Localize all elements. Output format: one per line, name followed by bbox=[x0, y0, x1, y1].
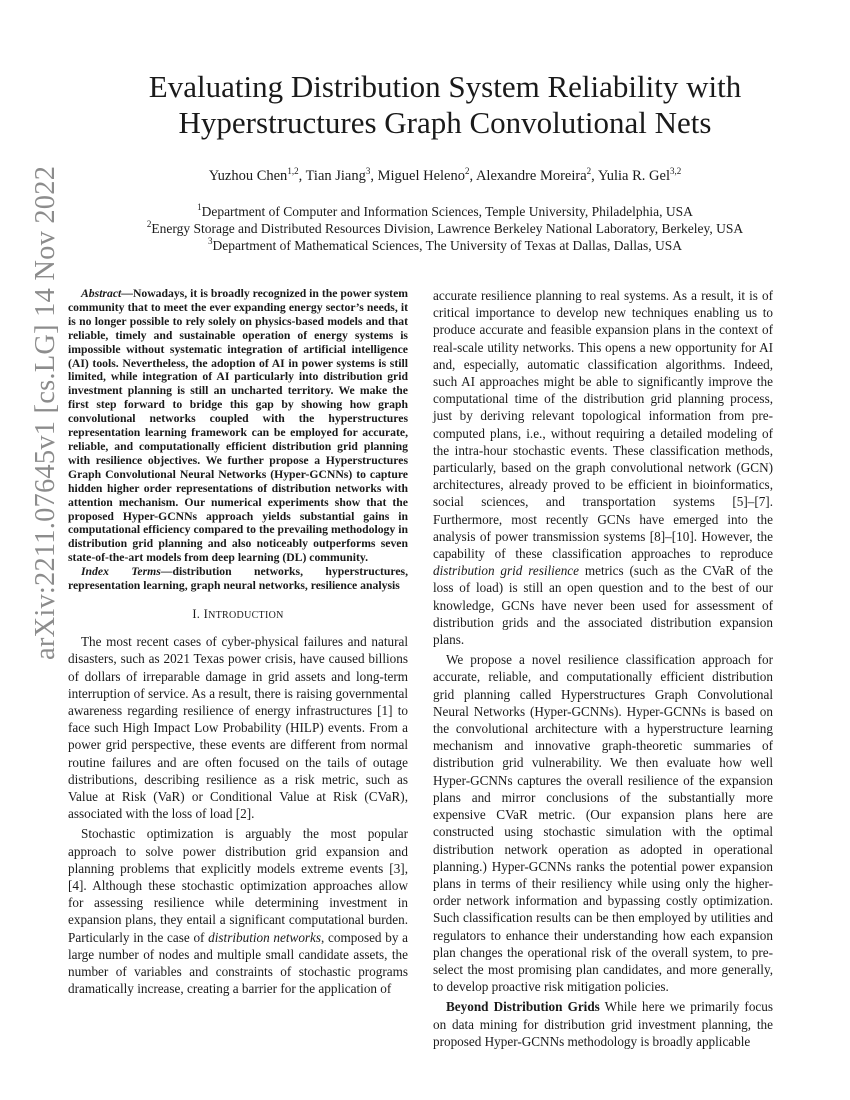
author-affil-mark: 3 bbox=[365, 166, 371, 176]
author-name: Alexandre Moreira bbox=[475, 168, 587, 184]
author-separator: , bbox=[298, 168, 306, 184]
right-paragraph-3 bbox=[433, 998, 773, 1050]
title-line-2: Hyperstructures Graph Convolutional Nets bbox=[178, 105, 712, 140]
author-affil-mark: 2 bbox=[586, 166, 592, 176]
affiliation-line bbox=[75, 237, 815, 254]
index-terms-text: —distribution networks, hyperstructures, representation learning, graph neural networks, resilience analysis bbox=[68, 565, 408, 593]
affiliation-text: Department of Computer and Information Sciences, Temple University, Philadelphia, USA bbox=[201, 204, 693, 219]
author-affil-mark: 1,2 bbox=[287, 166, 299, 176]
right-column bbox=[433, 287, 773, 1050]
title-line-1: Evaluating Distribution System Reliability with bbox=[148, 69, 742, 104]
intro-paragraph-1: The most recent cases of cyber-physical failures and natural disasters, such as 2021 Texas power crisis, have caused billions of dollars of irreparable damage in grid assets and long-term interruption of service. As a result, there is raising governmental awareness regarding resilience of energy infrastructures [1] to face such High Impact Low Probability (HILP) events. From a power grid perspective, these events are different from normal routine failures and are often focused on the tails of outage distributions, describing resilience as a risk metric, such as Value at Risk (VaR) or Conditional Value at Risk (CVaR), associated with the loss of load [2]. bbox=[68, 634, 408, 822]
index-terms bbox=[68, 565, 408, 593]
intro-paragraph-2-text-b: , composed by a large number of nodes and multiple small candidate assets, the number of variables and constraints of stochastic programs dramatically increase, creating a barrier for the application of bbox=[68, 929, 409, 997]
author-separator: , bbox=[591, 168, 598, 184]
index-terms-label: Index Terms bbox=[81, 565, 161, 579]
abstract-text: —Nowadays, it is broadly recognized in the power system community that to meet the ever expanding energy sector’s needs, it is no longer possible to rely solely on physics-based models and that reliable, timely and sustainable operation of energy systems is impossible without systematic integration of artificial intelligence (AI) tools. Nevertheless, the adoption of AI in power systems is still limited, while integration of AI particularly into distribution grid investment planning is still an uncharted territory. We make the first step forward to bridge this gap by showing how graph convolutional networks coupled with the hyperstructures representation learning framework can be employed for accurate, reliable, and computationally efficient distribution grid planning with resilience objectives. We further propose a Hyperstructures Graph Convolutional Neural Networks (Hyper-GCNNs) to capture hidden higher order representations of distribution networks with attention mechanism. Our numerical experiments show that the proposed Hyper-GCNNs approach yields substantial gains in computational efficiency compared to the prevailing methodology in distribution grid planning and also noticeably outperforms seven state-of-the-art models from deep learning (DL) community. bbox=[68, 287, 408, 565]
paper-title bbox=[75, 69, 815, 141]
author-name: Yuzhou Chen bbox=[208, 168, 288, 184]
author-affil-mark: 3,2 bbox=[669, 166, 682, 176]
affiliation-text: Energy Storage and Distributed Resources Division, Lawrence Berkeley National Laboratory, Berkeley, USA bbox=[151, 221, 744, 236]
affiliation-line bbox=[75, 203, 815, 220]
author-name: Tian Jiang bbox=[305, 168, 366, 184]
author-separator: , bbox=[370, 168, 378, 184]
section-heading-introduction bbox=[68, 606, 408, 624]
affiliation-mark: 3 bbox=[208, 236, 213, 246]
right-paragraph-3-text: While here we primarily focus on data mining for distribution grid investment planning, the proposed Hyper-GCNNs methodology is broadly applicable bbox=[433, 999, 773, 1049]
right-paragraph-2: We propose a novel resilience classification approach for accurate, reliable, and computationally efficient distribution grid planning called Hyperstructures Graph Convolutional Neural Networks (Hyper-GCNNs). Hyper-GCNNs is based on the convolutional architecture with a hyperstructure learning mechanism and innovative graph-theoretic summaries of distribution grid vulnerability. We then evaluate how well Hyper-GCNNs captures the overall resilience of the expansion plans and mirror conclusions of the substantially more expensive CVaR metric. (Our expansion plans here are constructed using stochastic simulation with the optimal distribution network operation as adopted in operational planning.) Hyper-GCNNs ranks the potential power expansion plans in terms of their resiliency while using only the higher-order network information and bypassing costly optimization. Such classification results can be then employed by utilities and regulators to enhance their understanding how each expansion plan changes the operational risk of the overall system, to pre-select the most promising plan candidates, and more generally, to develop proactive risk mitigation policies. bbox=[433, 652, 773, 995]
affiliations bbox=[75, 203, 815, 254]
affiliation-line bbox=[75, 220, 815, 237]
intro-paragraph-2-text-a: Stochastic optimization is arguably the most popular approach to solve power distribution grid expansion and planning problems that explicitly models extreme events [3], [4]. Although these stochastic optimization approaches allow for assessing resilience while determining investment in expansion plans, they entail a significant computational burden. Particularly in the case of bbox=[68, 826, 408, 945]
right-paragraph-1-emphasis: distribution grid resilience bbox=[433, 563, 579, 579]
author-name: Miguel Heleno bbox=[377, 168, 465, 184]
author-separator: , bbox=[469, 168, 476, 184]
section-title-rest: NTRODUCTION bbox=[208, 609, 284, 621]
left-column bbox=[68, 287, 408, 997]
section-numeral: I. bbox=[192, 606, 201, 621]
author-list bbox=[75, 166, 815, 186]
affiliation-mark: 2 bbox=[146, 219, 152, 229]
section-title-initial: I bbox=[203, 606, 209, 621]
intro-paragraph-2-emphasis: distribution networks bbox=[208, 929, 322, 945]
author-affil-mark: 2 bbox=[465, 166, 470, 176]
right-paragraph-1 bbox=[433, 287, 773, 648]
abstract-label: Abstract bbox=[81, 287, 122, 300]
abstract bbox=[68, 287, 408, 565]
author-name: Yulia R. Gel bbox=[597, 168, 670, 184]
right-paragraph-1-text-b: metrics (such as the CVaR of the loss of load) is still an open question and to the best of our knowledge, GCNs have never been used for assessment of distribution grids and the associated distribution expansion plans. bbox=[433, 563, 773, 648]
intro-paragraph-2 bbox=[68, 825, 408, 997]
paragraph-run-in-heading: Beyond Distribution Grids bbox=[446, 999, 600, 1015]
right-paragraph-1-text-a: accurate resilience planning to real systems. As a result, it is of critical importance to develop new techniques enabling us to produce accurate and feasible expansion plans in the context of real-scale utility networks. This opens a new opportunity for AI and, especially, automatic classification algorithms. Indeed, such AI approaches might be able to significantly improve the computational time of the distribution grid planning process, just by deriving relevant topological information from pre-computed plans, i.e., without requiring a detailed modeling of the intra-hour stochastic events. These classification methods, particularly, based on the graph convolutional network (GCN) architectures, already proved to be efficient in bioinformatics, social sciences, and transportation systems [5]–[7]. Furthermore, most recently GCNs have emerged into the analysis of power transmission systems [8]–[10]. However, the capability of these classification approaches to reproduce bbox=[433, 288, 773, 562]
arxiv-identifier-stamp: arXiv:2211.07645v1 [cs.LG] 14 Nov 2022 bbox=[30, 165, 61, 660]
affiliation-text: Department of Mathematical Sciences, The University of Texas at Dallas, Dallas, USA bbox=[212, 238, 682, 253]
affiliation-mark: 1 bbox=[197, 202, 202, 212]
